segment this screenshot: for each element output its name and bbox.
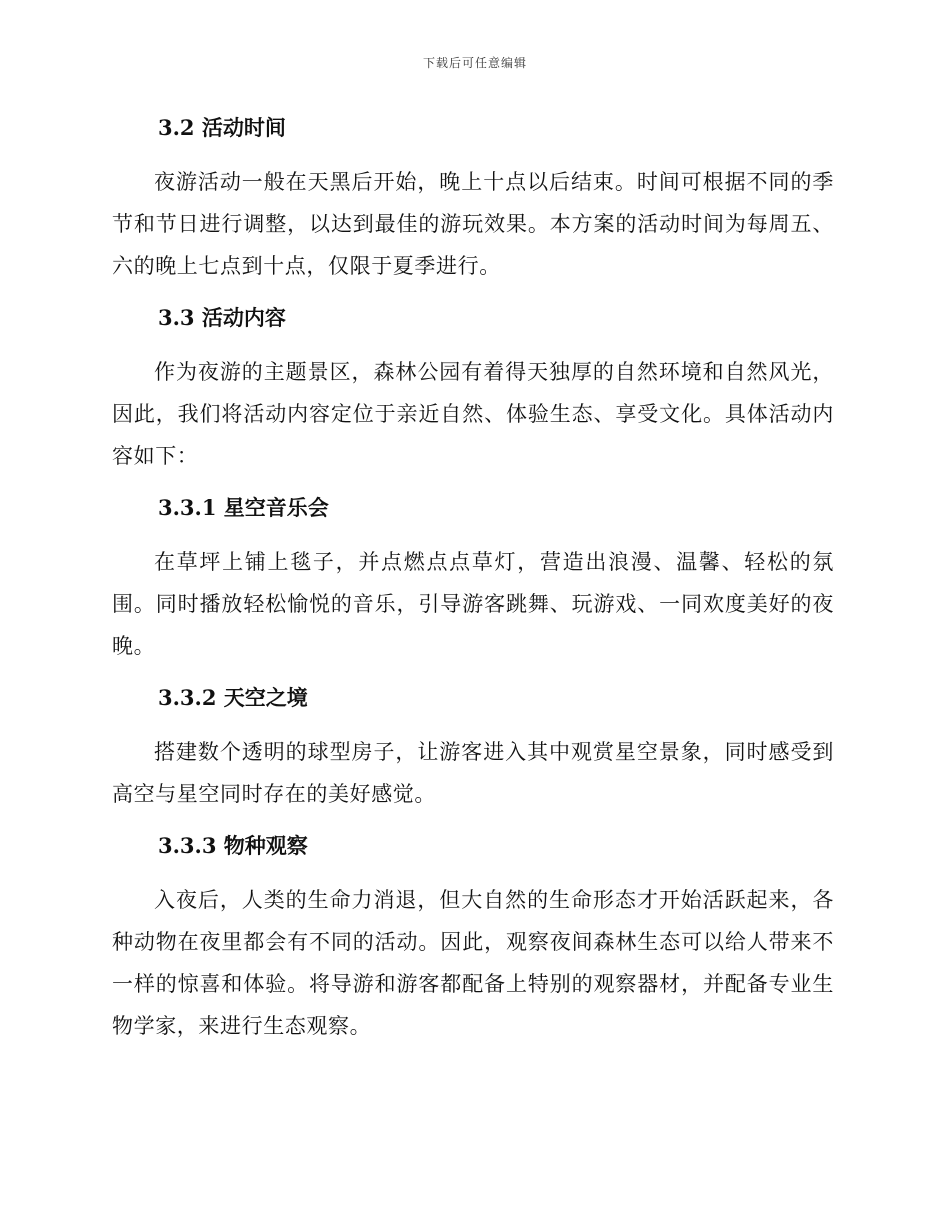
section-paragraph-starry-concert: 在草坪上铺上毯子，并点燃点点草灯，营造出浪漫、温馨、轻松的氛围。同时播放轻松愉悦的音乐，引导游客跳舞、玩游戏、一同欢度美好的夜晚。 [112,550,834,658]
document-body [112,108,834,1047]
section-heading-starry-concert: 3.3.1 星空音乐会 [158,495,329,520]
section-paragraph-activity-content: 作为夜游的主题景区，森林公园有着得天独厚的自然环境和自然风光，因此，我们将活动内容定位于亲近自然、体验生态、享受文化。具体活动内容如下： [112,360,834,468]
section-heading-species-observation: 3.3.3 物种观察 [158,833,308,858]
section-paragraph-species-observation: 入夜后，人类的生命力消退，但大自然的生命形态才开始活跃起来，各种动物在夜里都会有不同的活动。因此，观察夜间森林生态可以给人带来不一样的惊喜和体验。将导游和游客都配备上特别的观察器材，并配备专业生物学家，来进行生态观察。 [112,888,834,1038]
section-paragraph-activity-time: 夜游活动一般在天黑后开始，晚上十点以后结束。时间可根据不同的季节和节日进行调整，以达到最佳的游玩效果。本方案的活动时间为每周五、六的晚上七点到十点，仅限于夏季进行。 [112,170,834,278]
section-heading-sky-mirror: 3.3.2 天空之境 [158,685,308,710]
section-heading-activity-time: 3.2 活动时间 [158,115,286,140]
page-header-note: 下载后可任意编辑 [422,56,527,70]
section-heading-activity-content: 3.3 活动内容 [158,305,286,330]
section-paragraph-sky-mirror: 搭建数个透明的球型房子，让游客进入其中观赏星空景象，同时感受到高空与星空同时存在的美好感觉。 [112,740,834,806]
